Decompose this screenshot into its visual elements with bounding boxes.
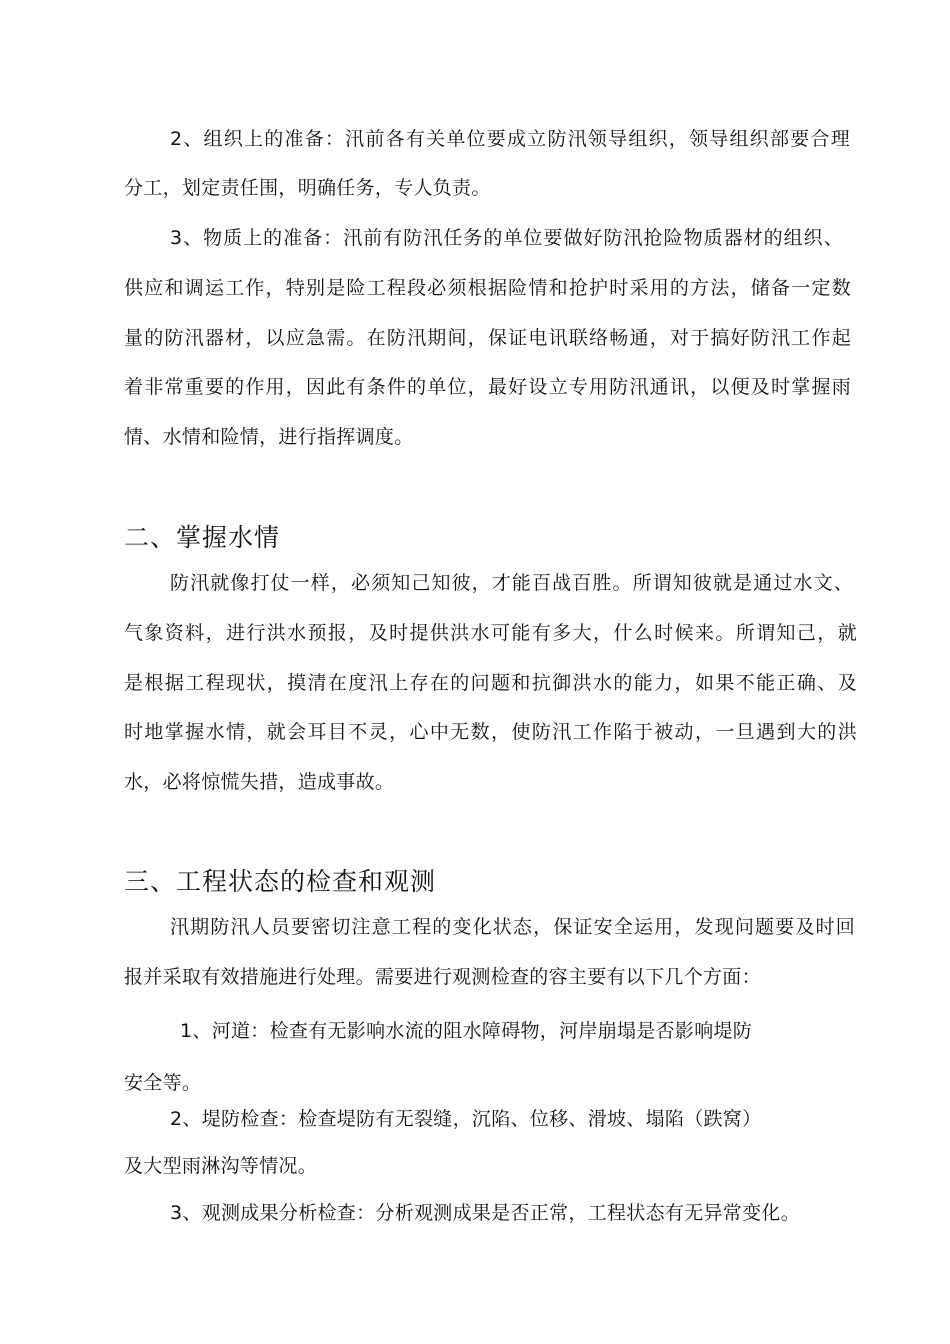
paragraph-line: 情、水情和险情，进行指挥调度。 bbox=[124, 426, 414, 448]
section-heading: 三、工程状态的检查和观测 bbox=[124, 867, 437, 896]
paragraph-line: 分工，划定责任围，明确任务，专人负责。 bbox=[124, 177, 491, 199]
paragraph-line: 是根据工程现状，摸清在度汛上存在的问题和抗御洪水的能力，如果不能正确、及 bbox=[124, 672, 857, 694]
paragraph-line: 气象资料，进行洪水预报，及时提供洪水可能有多大，什么时候来。所谓知己，就 bbox=[124, 622, 857, 644]
list-item-line: 3、观测成果分析检查：分析观测成果是否正常，工程状态有无异常变化。 bbox=[170, 1202, 800, 1224]
list-item-line: 及大型雨淋沟等情况。 bbox=[124, 1155, 318, 1177]
list-item-line: 安全等。 bbox=[124, 1072, 202, 1094]
paragraph-line: 汛期防汛人员要密切注意工程的变化状态，保证安全运用，发现问题要及时回 bbox=[170, 916, 855, 938]
paragraph-line: 报并采取有效措施进行处理。需要进行观测检查的容主要有以下几个方面： bbox=[124, 966, 761, 988]
paragraph-line: 水，必将惊慌失措，造成事故。 bbox=[124, 771, 395, 793]
paragraph-line: 着非常重要的作用，因此有条件的单位，最好设立专用防汛通讯，以便及时掌握雨 bbox=[124, 376, 851, 398]
paragraph-line: 供应和调运工作，特别是险工程段必须根据险情和抢护时采用的方法，储备一定数 bbox=[124, 277, 851, 299]
list-item-line: 1、河道：检查有无影响水流的阻水障碍物，河岸崩塌是否影响堤防 bbox=[180, 1020, 753, 1042]
section-heading: 二、掌握水情 bbox=[124, 523, 281, 552]
paragraph-line: 3、物质上的准备：汛前有防汛任务的单位要做好防汛抢险物质器材的组织、 bbox=[170, 227, 843, 249]
paragraph-line: 时地掌握水情，就会耳目不灵，心中无数，使防汛工作陷于被动，一旦遇到大的洪 bbox=[124, 721, 857, 743]
paragraph-line: 2、组织上的准备：汛前各有关单位要成立防汛领导组织，领导组织部要合理 bbox=[170, 128, 850, 150]
list-item-line: 2、堤防检查：检查堤防有无裂缝，沉陷、位移、滑坡、塌陷（跌窝） bbox=[170, 1108, 762, 1130]
paragraph-line: 防汛就像打仗一样，必须知己知彼，才能百战百胜。所谓知彼就是通过水文、 bbox=[170, 572, 853, 594]
paragraph-line: 量的防汛器材，以应急需。在防汛期间，保证电讯联络畅通，对于搞好防汛工作起 bbox=[124, 327, 851, 349]
